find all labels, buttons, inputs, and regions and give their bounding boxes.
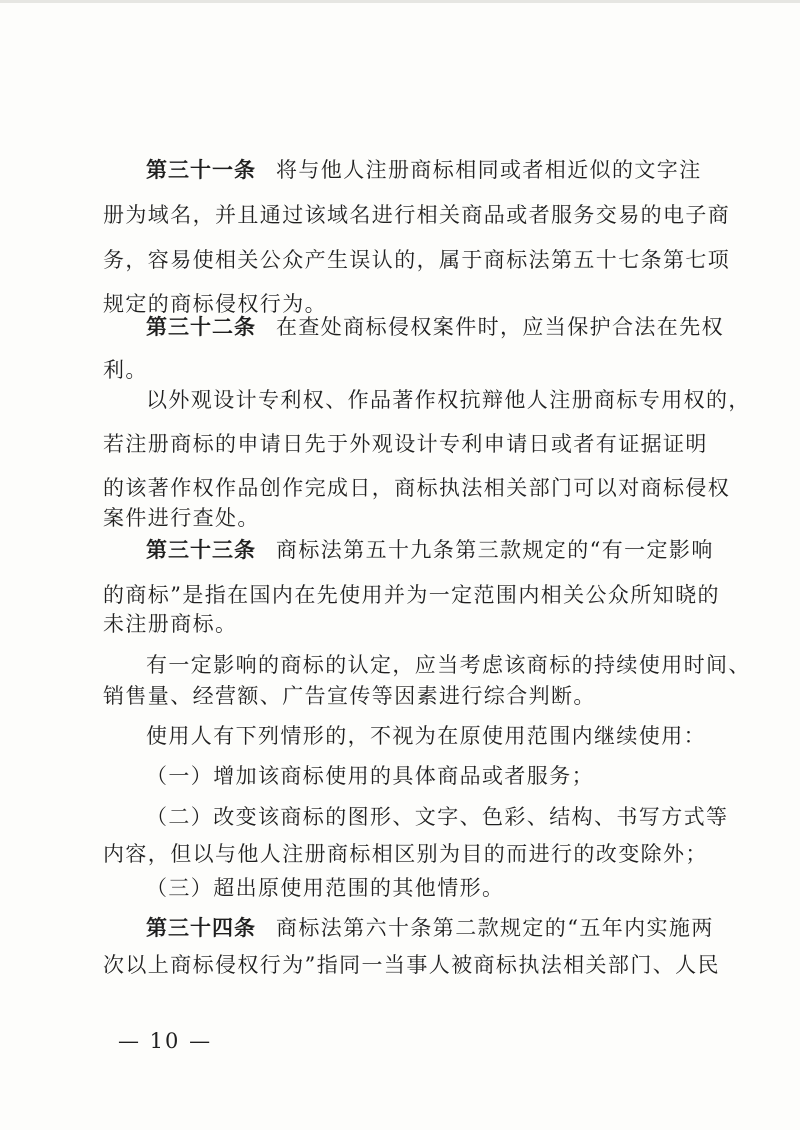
article-32-para2-line-4: 案件进行查处。 — [103, 506, 260, 530]
article-31-line-4: 规定的商标侵权行为。 — [103, 292, 327, 316]
article-33-item-2-cont: 内容，但以与他人注册商标相区别为目的而进行的改变除外； — [103, 842, 708, 866]
article-34-heading: 第三十四条 — [146, 916, 256, 940]
article-33-line-1 — [146, 530, 714, 570]
article-33-line-2: 的商标”是指在国内在先使用并为一定范围内相关公众所知晓的 — [103, 583, 720, 607]
article-32-heading: 第三十二条 — [146, 315, 256, 339]
article-33-item-2: （二）改变该商标的图形、文字、色彩、结构、书写方式等 — [146, 805, 729, 829]
article-31-heading: 第三十一条 — [146, 158, 256, 182]
article-33-item-3: （三）超出原使用范围的其他情形。 — [146, 876, 505, 900]
article-33-para2-line-1: 有一定影响的商标的认定，应当考虑该商标的持续使用时间、 — [146, 653, 751, 677]
page-number: — 10 — — [118, 1029, 213, 1053]
article-34-text: 商标法第六十条第二款规定的“五年内实施两 — [276, 916, 714, 940]
article-32-para2-line-2: 若注册商标的申请日先于外观设计专利申请日或者有证据证明 — [103, 432, 708, 456]
article-33-text: 商标法第五十九条第三款规定的“有一定影响 — [276, 538, 714, 562]
article-33-para2-line-2: 销售量、经营额、广告宣传等因素进行综合判断。 — [103, 684, 596, 708]
article-34-line-1 — [146, 908, 714, 948]
article-31-line-1 — [146, 150, 703, 190]
article-31-line-3: 务，容易使相关公众产生误认的，属于商标法第五十七条第七项 — [103, 248, 731, 272]
article-34-line-2: 次以上商标侵权行为”指同一当事人被商标执法相关部门、人民 — [103, 953, 720, 977]
article-32-line-1 — [146, 307, 724, 347]
article-33-para3-line-1: 使用人有下列情形的，不视为在原使用范围内继续使用： — [146, 724, 706, 748]
article-32-text: 在查处商标侵权案件时，应当保护合法在先权 — [276, 315, 724, 339]
article-32-para2-line-1: 以外观设计专利权、作品著作权抗辩他人注册商标专用权的， — [146, 388, 751, 412]
article-32-para2-line-3: 的该著作权作品创作完成日，商标执法相关部门可以对商标侵权 — [103, 476, 731, 500]
article-31-text: 将与他人注册商标相同或者相近似的文字注 — [276, 158, 702, 182]
article-33-heading: 第三十三条 — [146, 538, 256, 562]
article-32-line-2: 利。 — [103, 358, 148, 382]
article-31-line-2: 册为域名，并且通过该域名进行相关商品或者服务交易的电子商 — [103, 203, 731, 227]
article-33-item-1: （一）增加该商标使用的具体商品或者服务； — [146, 764, 594, 788]
article-33-line-3: 未注册商标。 — [103, 612, 238, 636]
